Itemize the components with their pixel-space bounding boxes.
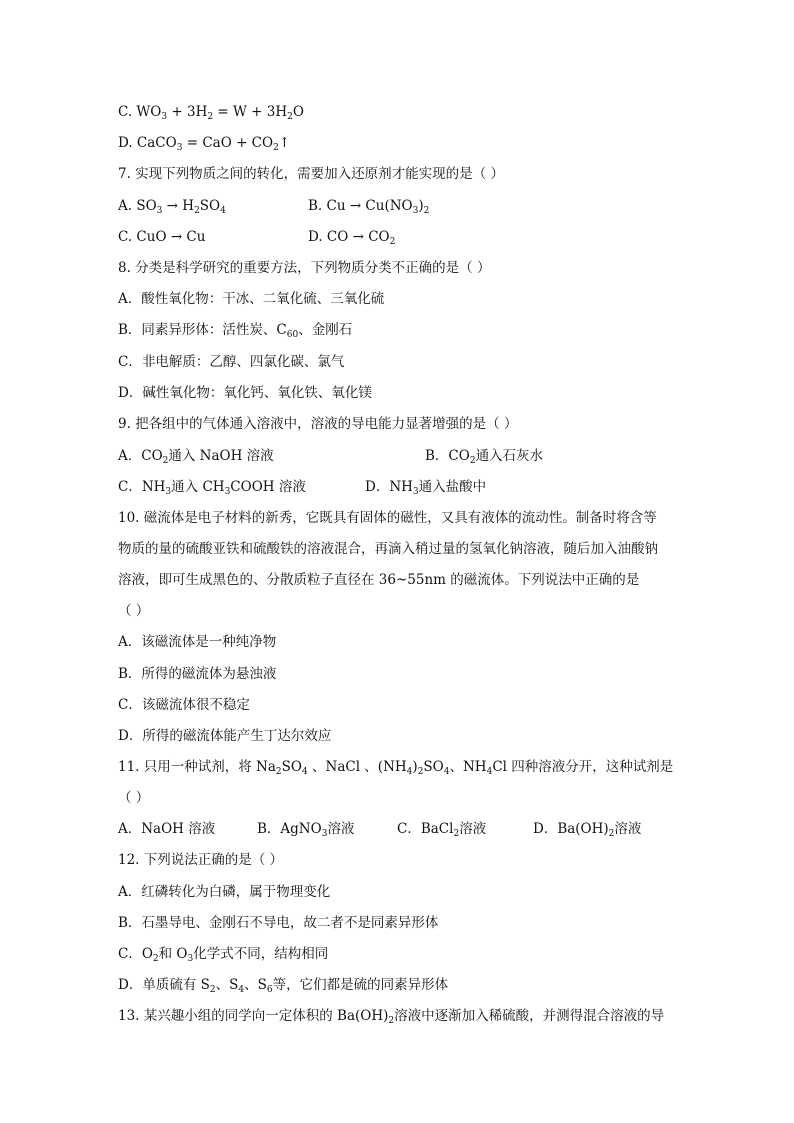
q12-option-c: C．$O_2$和 $O_3$化学式不同，结构相同 [118,946,329,964]
q9-option-c: C．$NH_3$通入 $CH_3COOH$ 溶液 [118,479,306,497]
q6-option-d: D. CaCO$_3$ = CaO + $CO_2↑$ [118,135,291,153]
q8-option-c: C．非电解质：乙醇、四氯化碳、氯气 [118,354,345,370]
q10-option-b: B．所得的磁流体为悬浊液 [118,666,277,682]
q10-option-d: D．所得的磁流体能产生丁达尔效应 [118,728,332,744]
q7-option-d: D. CO → $CO_2$ [308,229,396,247]
q10-stem-line2: 物质的量的硫酸亚铁和硫酸铁的溶液混合，再滴入稍过量的氢氧化钠溶液，随后加入油酸钠 [118,541,658,557]
q7-option-a: A. $SO_3 \to H_2SO_4$ [118,198,226,216]
q6-option-c: C. $WO_3 + 3H_2 = W + 3H_2O$ [118,104,304,122]
q9-option-d: D．$NH_3$通入盐酸中 [365,479,487,497]
q9-option-b: B．$CO_2$通入石灰水 [425,448,544,466]
q11-option-a: A．NaOH 溶液 [118,821,216,837]
q9-stem: 9. 把各组中的气体通入溶液中，溶液的导电能力显著增强的是（ ） [118,416,518,432]
q8-stem: 8. 分类是科学研究的重要方法，下列物质分类不正确的是（ ） [118,260,491,276]
q10-answer-paren: （ ） [118,603,150,619]
q13-stem: 13. 某兴趣小组的同学向一定体积的 $Ba(OH)_2$溶液中逐渐加入稀硫酸，并测得混合溶液的导 [118,1008,665,1026]
q11-answer-paren: （ ） [118,790,150,806]
q12-option-d: D．单质硫有 $S_2$、$S_4$、$S_6$等，它们都是硫的同素异形体 [118,977,449,995]
q12-stem: 12. 下列说法正确的是（ ） [118,852,284,868]
q11-option-b: B．AgNO$_3$溶液 [257,821,355,839]
q10-option-a: A．该磁流体是一种纯净物 [118,634,277,650]
q8-option-b: B．同素异形体：活性炭、$C_{60}$、金刚石 [118,322,353,340]
q11-option-d: D．$Ba(OH)_2$溶液 [533,821,642,839]
q8-option-a: A．酸性氧化物：干冰、二氧化硫、三氧化硫 [118,291,385,307]
q12-option-a: A．红磷转化为白磷，属于物理变化 [118,884,331,900]
q7-option-b: B. $Cu \to Cu(NO_3)_2$ [308,198,430,216]
q11-stem: 11. 只用一种试剂，将 $Na_2SO_4$ 、NaCl 、$(NH_4)_2SO_4$、$NH_4Cl$ 四种溶液分开，这种试剂是 [118,759,674,777]
q12-option-b: B．石墨导电、金刚石不导电，故二者不是同素异形体 [118,915,439,931]
q8-option-d: D．碱性氧化物：氧化钙、氧化铁、氧化镁 [118,385,372,401]
q7-option-c: C. CuO → Cu [118,229,206,245]
q9-option-a: A．$CO_2$通入 NaOH 溶液 [118,448,274,466]
q7-stem: 7. 实现下列物质之间的转化，需要加入还原剂才能实现的是（ ） [118,166,504,182]
q10-stem-line1: 10. 磁流体是电子材料的新秀，它既具有固体的磁性，又具有液体的流动性。制备时将含等 [118,510,657,526]
q11-option-c: C．BaCl$_2$溶液 [397,821,487,839]
q10-option-c: C．该磁流体很不稳定 [118,697,250,713]
q10-stem-line3: 溶液，即可生成黑色的、分散质粒子直径在 36~55nm 的磁流体。下列说法中正确的是 [118,572,640,588]
